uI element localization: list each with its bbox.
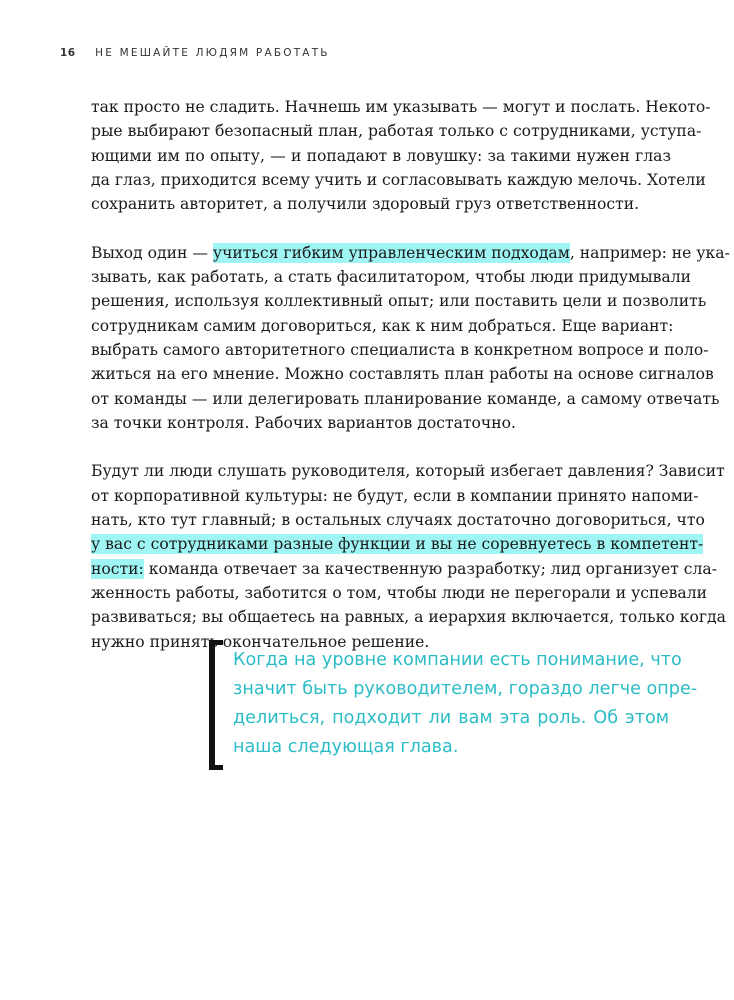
text-line: от корпоративной культуры: не будут, если в компании принято напоми- [91,486,699,505]
text-line: нужно принять окончательное решение. [91,632,430,651]
quote-text [233,646,698,762]
text-line: за точки контроля. Рабочих вариантов достаточно. [91,413,516,432]
page-number: 16 [60,47,76,59]
paragraph-2 [91,241,730,435]
quote-line: значит быть руководителем, гораздо легче опре- [233,679,698,699]
paragraph-3 [91,459,726,653]
text-line [91,241,730,265]
text-line [91,557,717,581]
quote-line: Когда на уровне компании есть понимание, что [233,650,682,670]
text-line: ющими им по опыту, — и попадают в ловушку: за такими нужен глаз [91,146,671,165]
paragraph-1 [91,95,711,216]
text-line: сотрудникам самим договориться, как к ним добраться. Еще вариант: [91,316,674,335]
running-header [60,47,330,59]
running-title: НЕ МЕШАЙТЕ ЛЮДЯМ РАБОТАТЬ [95,47,330,59]
text-segment: , например: не ука- [569,243,730,262]
body-text [91,95,730,654]
text-segment: команда отвечает за качественную разработку; лид организует сла- [143,559,717,578]
text-line: решения, используя коллективный опыт; или поставить цели и позволить [91,292,707,311]
pull-quote [209,640,698,772]
text-line: сохранить авторитет, а получили здоровый груз ответственности. [91,195,640,214]
text-line: нать, кто тут главный; в остальных случаях достаточно договориться, что [91,511,705,530]
text-segment: Выход один — [91,243,213,262]
text-line: так просто не сладить. Начнешь им указывать — могут и послать. Некото- [91,98,711,116]
text-line [91,532,704,556]
quote-bracket-icon [209,640,223,770]
highlighted-text[interactable]: у вас с сотрудниками разные функции и вы не соревнуетесь в компетент- [91,535,704,554]
highlighted-text[interactable]: ности: [91,559,144,578]
quote-line: делиться, подходит ли вам эта роль. Об этом [233,708,669,728]
text-line: от команды — или делегировать планирование команде, а самому отвечать [91,389,720,408]
quote-line: наша следующая глава. [233,737,459,757]
text-line: рые выбирают безопасный план, работая только с сотрудниками, уступа- [91,122,702,141]
highlighted-text[interactable]: учиться гибким управленческим подходам [212,243,570,262]
text-line: житься на его мнение. Можно составлять план работы на основе сигналов [91,365,714,384]
text-line: развиваться; вы общаетесь на равных, а иерархия включается, только когда [91,608,726,627]
text-line: Будут ли люди слушать руководителя, который избегает давления? Зависит [91,462,725,481]
text-line: женность работы, заботится о том, чтобы люди не перегорали и успевали [91,583,707,602]
text-line: выбрать самого авторитетного специалиста в конкретном вопросе и поло- [91,340,709,359]
text-line: да глаз, приходится всему учить и согласовывать каждую мелочь. Хотели [91,170,706,189]
text-line: зывать, как работать, а стать фасилитатором, чтобы люди придумывали [91,268,692,287]
